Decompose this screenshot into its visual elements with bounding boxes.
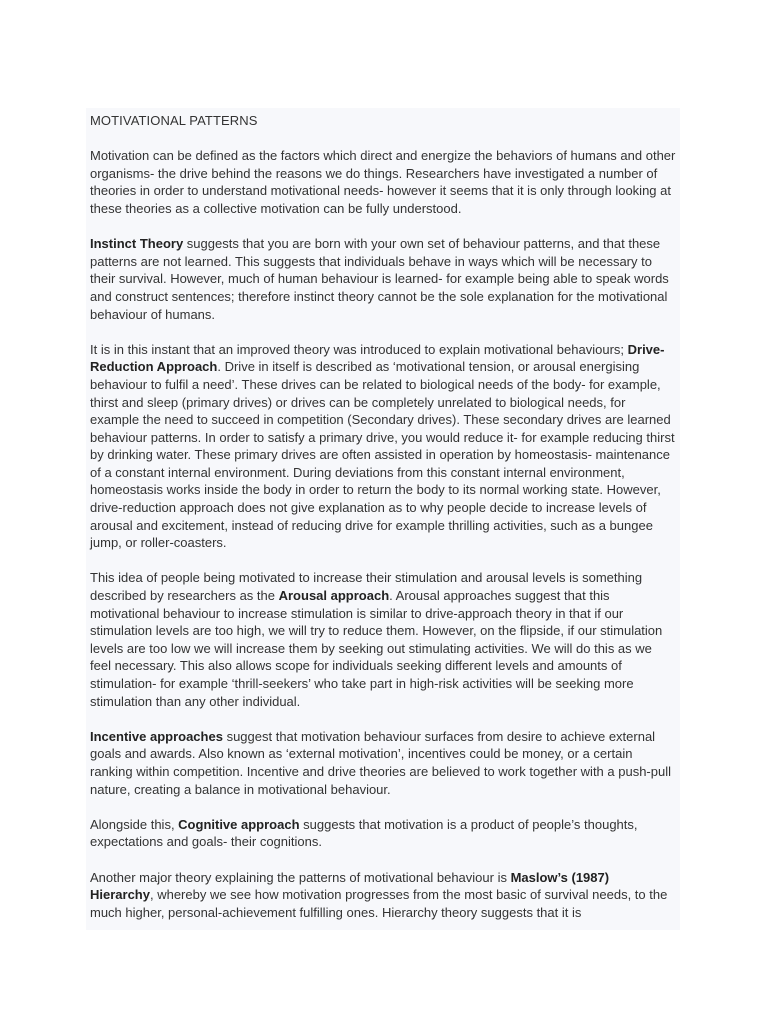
paragraph-lead: Alongside this, [90,816,179,832]
term-incentive-approaches: Incentive approaches [90,728,223,744]
paragraph-text: suggests that you are born with your own set of behaviour patterns, and that these patterns are not learned. This suggests that individuals behave in ways which will be necessary to their survival. However, much of human behaviour is learned- for example being able to speak words and construct sentences; therefore instinct theory cannot be the sole explanation for the motivational behaviour of humans. [90,236,669,322]
paragraph-text: . Arousal approaches suggest that this motivational behaviour to increase stimulation is similar to drive-approach theory in that if our stimulation levels are too high, we will try to reduce them. However, on the flipside, if our stimulation levels are too low we will increase them by seeking out stimulating activities. We will do this as we feel necessary. This also allows scope for individuals seeking different levels and amounts of stimulation- for example ‘thrill-seekers’ who take part in high-risk activities will be seeking more stimulation than any other individual. [90,588,663,709]
paragraph-text: suggest that motivation behaviour surfaces from desire to achieve external goals and awards. Also known as ‘external motivation’, incentives could be money, or a certain ranking within competition. Incentive and drive theories are believed to work together with a push-pull nature, creating a balance in motivational behaviour. [90,728,671,797]
paragraph-instinct-theory [90,235,676,323]
document-title: MOTIVATIONAL PATTERNS [90,113,258,128]
term-cognitive-approach: Cognitive approach [178,816,300,832]
term-drive-reduction: Drive-Reduction Approach [90,341,665,375]
paragraph-maslow [90,869,676,922]
paragraph-text: , whereby we see how motivation progresses from the most basic of survival needs, to the much higher, personal-achievement fulfilling ones. Hierarchy theory suggests that it is [90,887,668,920]
paragraph-lead: This idea of people being motivated to increase their stimulation and arousal levels is something described by researchers as the [90,570,643,604]
paragraph-drive-reduction [90,341,676,552]
paragraph-intro: Motivation can be defined as the factors which direct and energize the behaviors of humans and other organisms- the drive behind the reasons we do things. Researchers have investigated a number of theories in order to understand motivational needs- however it seems that it is only through looking at these theories as a collective motivation can be fully understood. [90,148,676,216]
paragraph-lead: Another major theory explaining the patterns of motivational behaviour is [90,869,511,885]
term-maslow-hierarchy: Maslow’s (1987) Hierarchy [90,869,610,903]
term-instinct-theory: Instinct Theory [90,236,184,252]
paragraph-lead: It is in this instant that an improved theory was introduced to explain motivational behaviours; [90,341,628,357]
paragraph-text: . Drive in itself is described as ‘motivational tension, or arousal energising behaviour to fulfil a need’. These drives can be related to biological needs of the body- for example, thirst and sleep (primary drives) or drives can be completely unrelated to biological needs, for example the need to succeed in competition (Secondary drives). These secondary drives are learned behaviour patterns. In order to satisfy a primary drive, you would reduce it- for example reducing thirst by drinking water. These primary drives are often assisted in operation by homeostasis- maintenance of a constant internal environment. During deviations from this constant internal environment, homeostasis works inside the body in order to return the body to its normal working state. However, drive-reduction approach does not give explanation as to why people decide to increase levels of arousal and excitement, instead of reducing drive for example thrilling activities, such as a bungee jump, or roller-coasters. [90,359,675,551]
document-body [86,108,680,930]
paragraph-text: suggests that motivation is a product of people’s thoughts, expectations and goals- their cognitions. [90,816,638,850]
paragraph-arousal [90,569,676,710]
paragraph-cognitive [90,816,676,851]
term-arousal-approach: Arousal approach [278,588,390,604]
paragraph-incentive [90,728,676,798]
